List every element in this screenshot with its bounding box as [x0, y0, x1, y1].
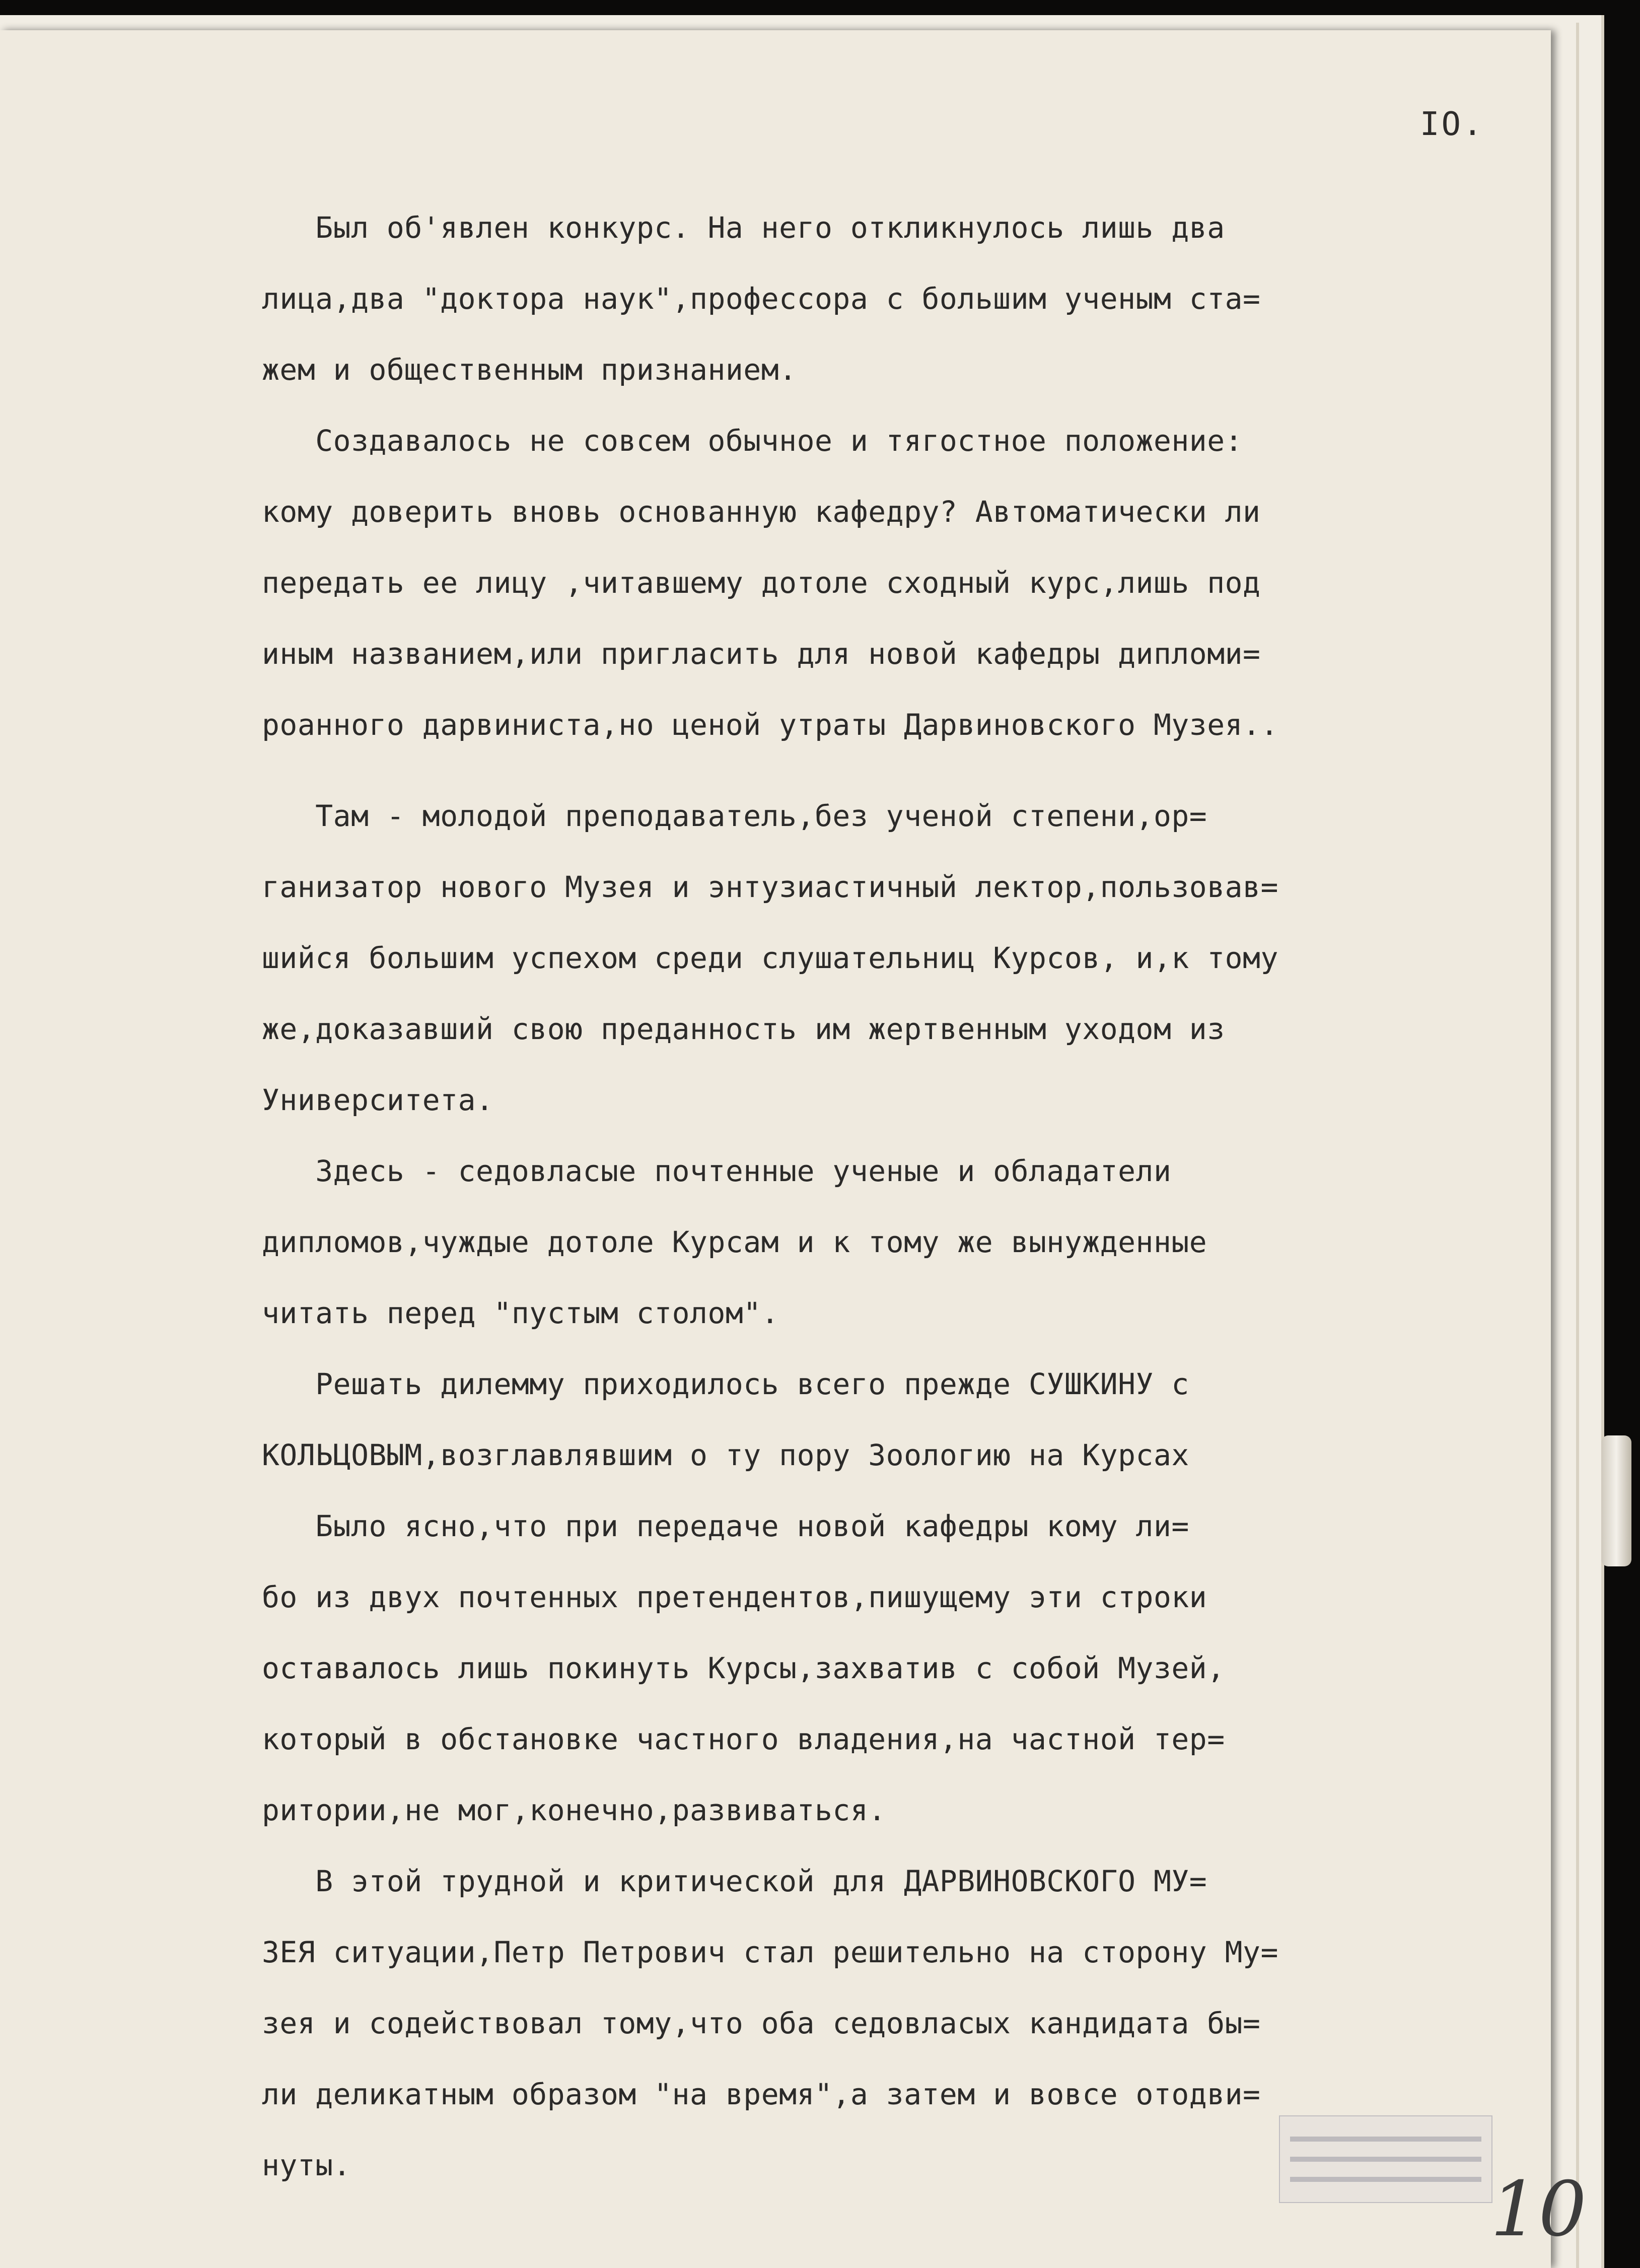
text-line: оставалось лишь покинуть Курсы,захватив с собой Музей,: [262, 1651, 1225, 1685]
text-line: роанного дарвиниста,но ценой утраты Дарвиновского Музея..: [262, 708, 1278, 742]
paragraph-gap: [262, 770, 1571, 790]
text-line: ганизатор нового Музея и энтузиастичный лектор,пользовав=: [262, 870, 1278, 904]
stamp-line: [1290, 2137, 1481, 2142]
text-line: Было ясно,что при передаче новой кафедры кому ли=: [262, 1509, 1189, 1543]
text-line: лица,два "доктора наук",профессора с большим ученым ста=: [262, 282, 1261, 316]
text-line: КОЛЬЦОВЫМ,возглавлявшим о ту пору Зоологию на Курсах: [262, 1438, 1189, 1472]
text-line: Решать дилемму приходилось всего прежде СУШКИНУ с: [262, 1367, 1189, 1401]
text-line: ЗЕЯ ситуации,Петр Петрович стал решительно на сторону Му=: [262, 1935, 1278, 1969]
text-line: читать перед "пустым столом".: [262, 1296, 779, 1330]
paper-clip: [1601, 1435, 1631, 1566]
text-line: Создавалось не совсем обычное и тягостное положение:: [262, 424, 1243, 458]
text-line: же,доказавший свою преданность им жертвенным уходом из: [262, 1012, 1225, 1046]
handwritten-page-number: 10: [1490, 2166, 1587, 2253]
stamp-line: [1290, 2177, 1481, 2182]
text-line: ли деликатным образом "на время",а затем и вовсе отодви=: [262, 2077, 1261, 2111]
text-line: кому доверить вновь основанную кафедру? Автоматически ли: [262, 495, 1261, 529]
text-line: дипломов,чуждые дотоле Курсам и к тому же вынужденные: [262, 1225, 1207, 1259]
text-line: зея и содействовал тому,что оба седовласых кандидата бы=: [262, 2006, 1261, 2040]
text-line: иным названием,или пригласить для новой кафедры дипломи=: [262, 637, 1261, 671]
text-line: Был об'явлен конкурс. На него откликнулось лишь два: [262, 211, 1225, 245]
text-line: нуты.: [262, 2148, 351, 2182]
text-line: Там - молодой преподаватель,без ученой степени,ор=: [262, 799, 1207, 833]
text-line: Университета.: [262, 1083, 494, 1117]
page-number: IO.: [1420, 106, 1484, 143]
text-line: жем и общественным признанием.: [262, 353, 797, 387]
text-line: передать ее лицу ,читавшему дотоле сходный курс,лишь под: [262, 566, 1261, 600]
text-line: Здесь - седовласые почтенные ученые и обладатели: [262, 1154, 1172, 1188]
library-stamp: [1279, 2115, 1492, 2203]
text-line: ритории,не мог,конечно,развиваться.: [262, 1793, 886, 1827]
typewritten-text: [262, 201, 1571, 2210]
text-line: шийся большим успехом среди слушательниц Курсов, и,к тому: [262, 941, 1278, 975]
document-page: [0, 30, 1587, 2268]
text-line: который в обстановке частного владения,на частной тер=: [262, 1722, 1225, 1756]
text-line: бо из двух почтенных претендентов,пишущему эти строки: [262, 1580, 1207, 1614]
text-line: В этой трудной и критической для ДАРВИНОВСКОГО МУ=: [262, 1864, 1207, 1898]
stamp-line: [1290, 2157, 1481, 2162]
